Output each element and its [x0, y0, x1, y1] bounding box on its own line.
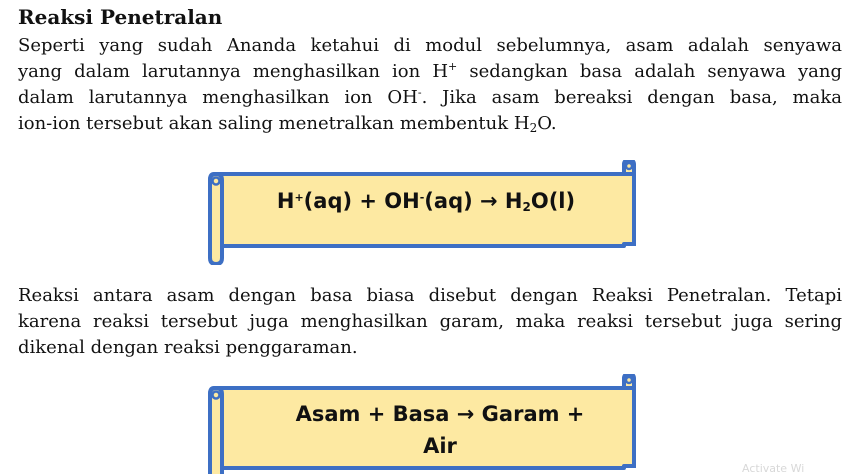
text-run: (aq) + OH	[303, 189, 420, 213]
paragraph-line	[18, 59, 842, 85]
paragraph-line: karena reaksi tersebut juga menghasilkan garam, maka reaksi tersebut juga sering	[18, 311, 842, 332]
equation-line: Air	[423, 434, 457, 458]
superscript: +	[448, 60, 458, 73]
superscript: -	[417, 86, 422, 99]
superscript: +	[294, 191, 304, 204]
subscript: 2	[529, 121, 538, 135]
salt-formation-equation	[280, 398, 600, 462]
section-heading: Reaksi Penetralan	[18, 5, 223, 29]
text-run: O.	[537, 113, 557, 134]
superscript: -	[419, 191, 425, 204]
equation-line: Asam + Basa → Garam +	[295, 402, 585, 426]
paragraph-line	[18, 33, 842, 59]
text-run: yang dalam larutannya menghasilkan ion H	[18, 61, 449, 82]
activation-watermark: Activate Wi	[742, 462, 805, 475]
salt-equation-scroll-banner	[200, 374, 640, 474]
text-run: (aq) → H	[424, 189, 523, 213]
text-run: O(l)	[530, 189, 576, 213]
paragraph-line: dikenal dengan reaksi penggaraman.	[18, 337, 358, 358]
text-run: ion-ion tersebut akan saling menetralkan membentuk H	[18, 113, 530, 134]
text-run: . Jika asam bereaksi dengan basa, maka	[421, 87, 842, 108]
subscript: 2	[522, 200, 531, 214]
paragraph-acid-base-definition	[18, 33, 842, 137]
equation-scroll-banner	[200, 160, 640, 265]
paragraph-neutralization-reaction	[18, 283, 842, 361]
text-run: sedangkan basa adalah senyawa yang	[457, 61, 842, 82]
paragraph-line	[18, 85, 842, 111]
paragraph-line: Reaksi antara asam dengan basa biasa disebut dengan Reaksi Penetralan. Tetapi	[18, 285, 842, 306]
text-run: H	[276, 189, 295, 213]
text-run: Seperti yang sudah Ananda ketahui di modul sebelumnya, asam adalah senyawa	[18, 35, 842, 56]
neutralization-equation	[226, 186, 626, 216]
text-run: dalam larutannya menghasilkan ion OH	[18, 87, 418, 108]
paragraph-line	[18, 111, 842, 137]
